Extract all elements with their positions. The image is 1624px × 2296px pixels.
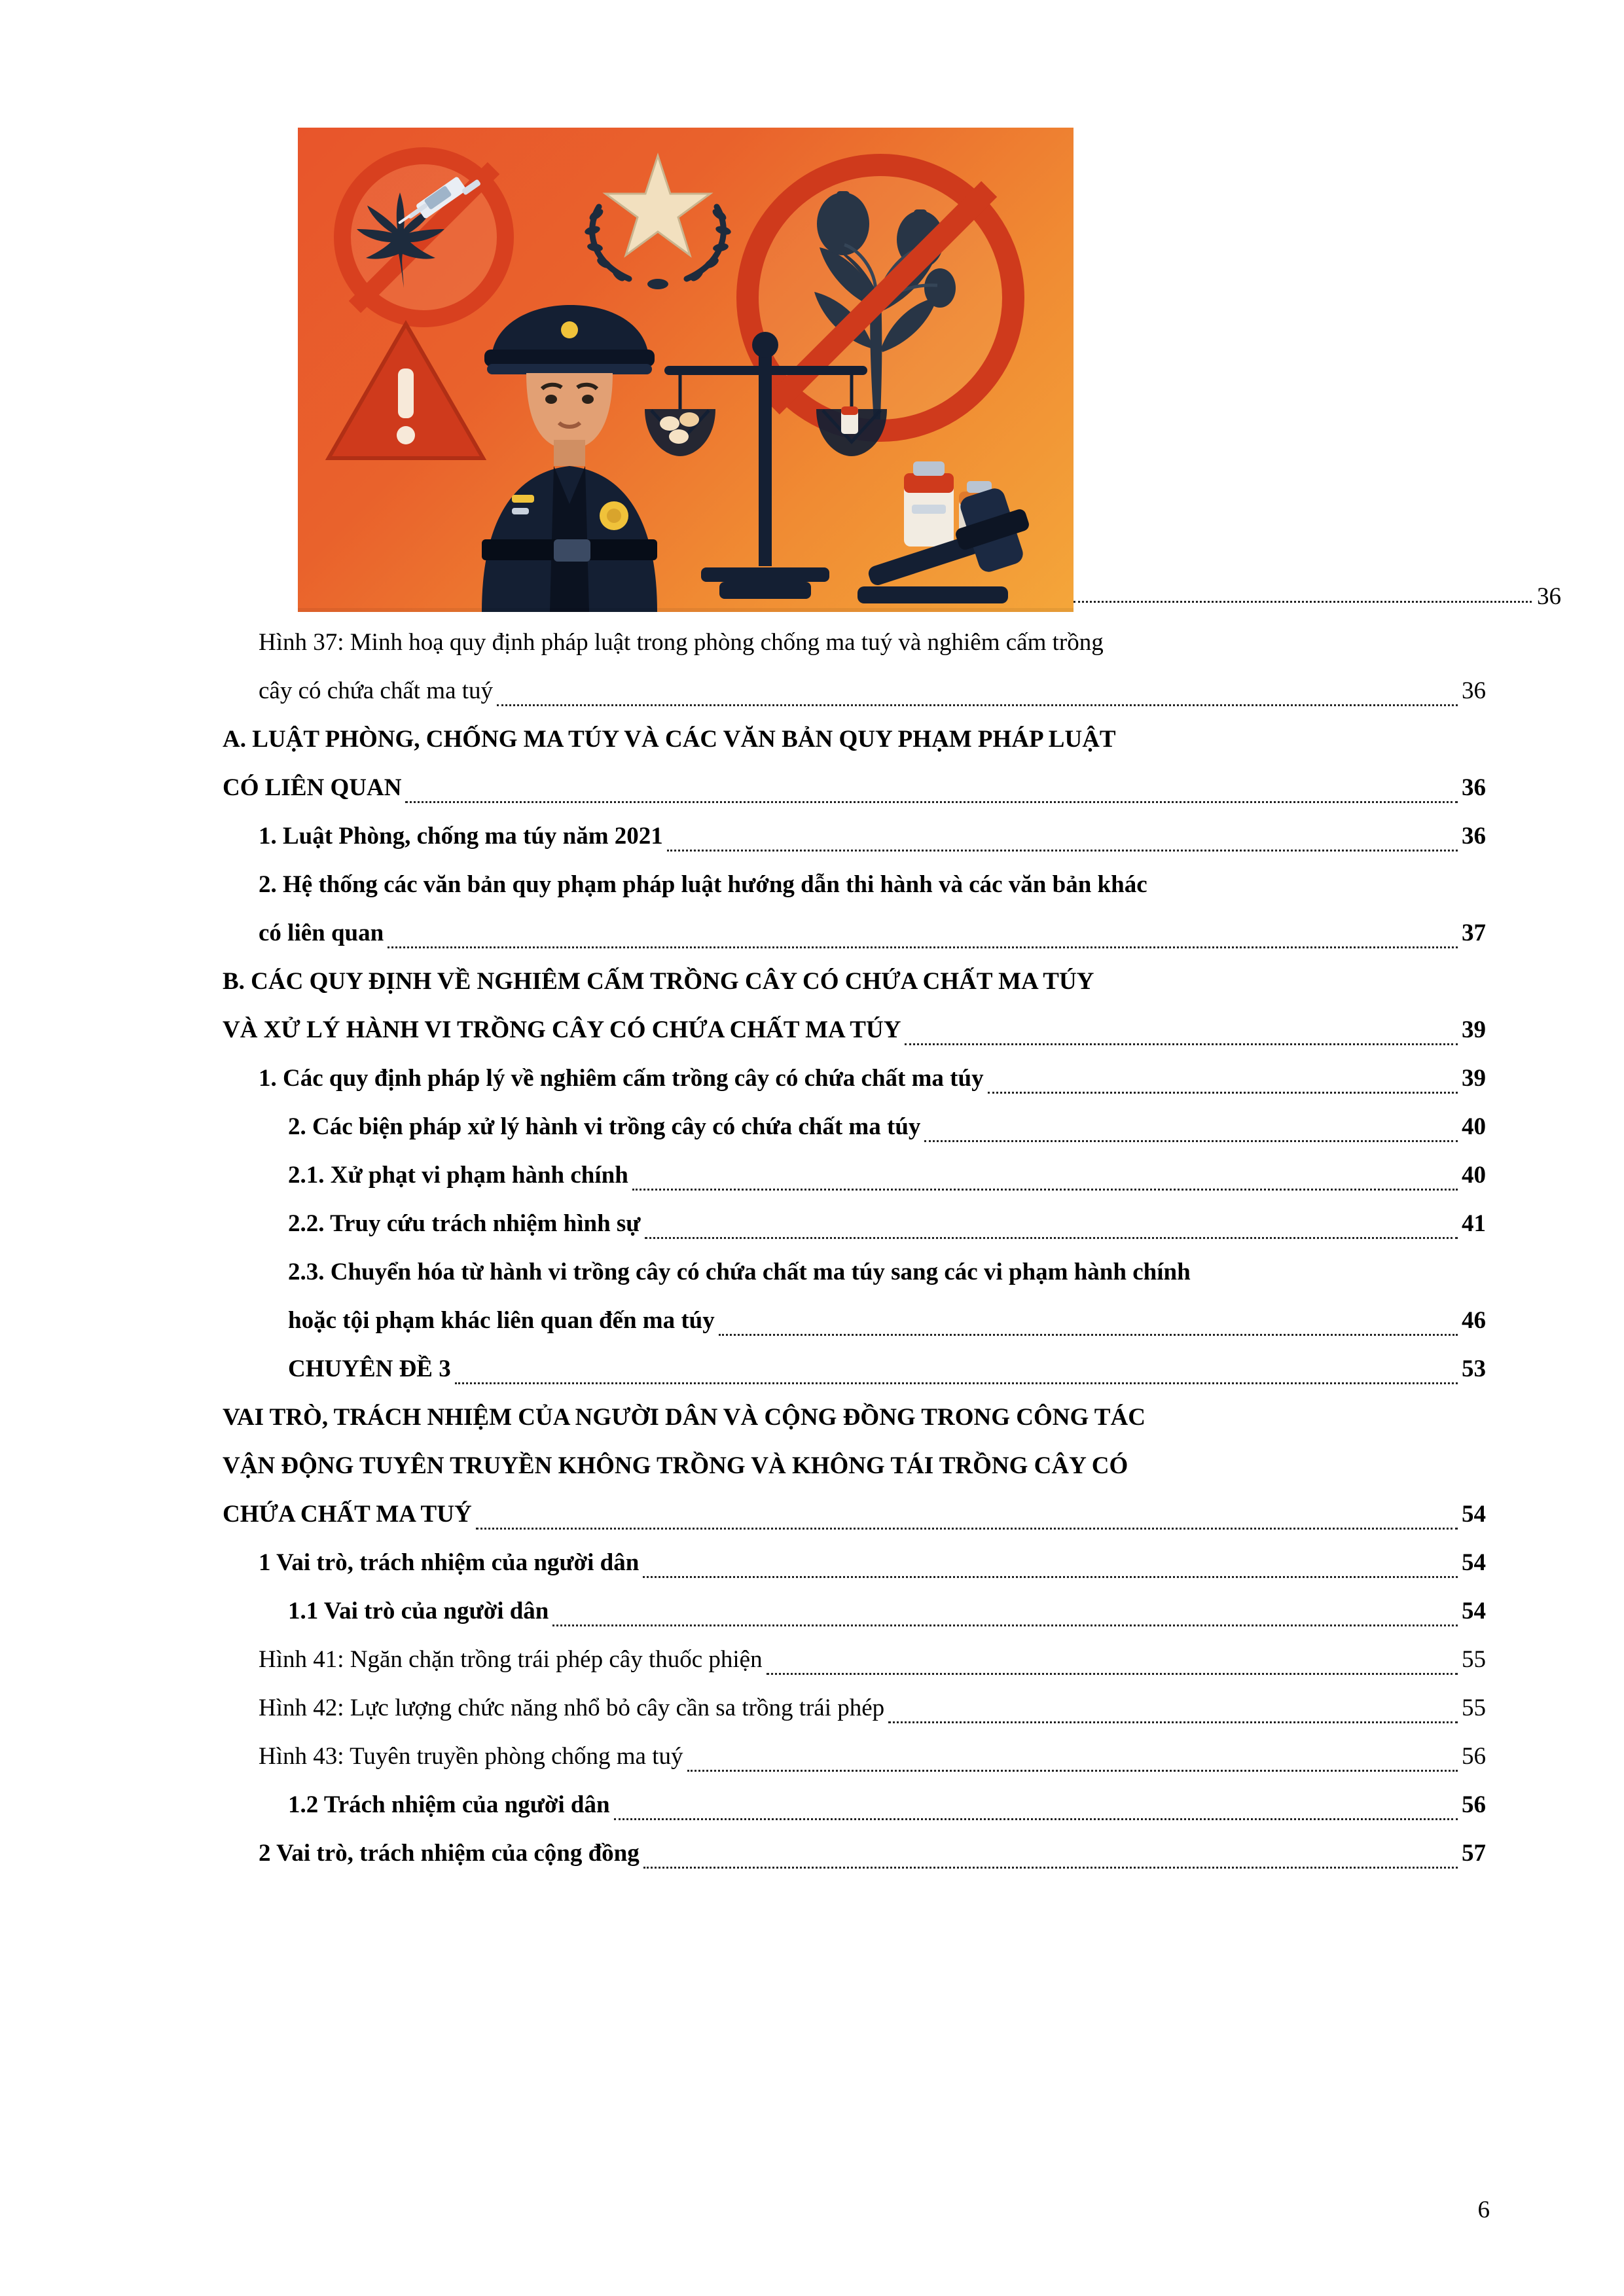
toc-list <box>223 619 1486 1878</box>
gavel-icon <box>857 471 1047 612</box>
toc-item-1[interactable] <box>223 812 1486 861</box>
leader-dots <box>667 849 1458 852</box>
figure-illustration-drug-law <box>298 128 1074 612</box>
toc-item-10-page: 54 <box>1462 1501 1486 1528</box>
leader-dots <box>455 1382 1458 1384</box>
leader-dots <box>643 1575 1458 1578</box>
leader-dots <box>719 1333 1458 1336</box>
leader-dots <box>1074 600 1532 603</box>
leader-dots <box>888 1721 1458 1723</box>
toc-item-0-line-2: CÓ LIÊN QUAN <box>223 774 402 801</box>
toc-item-6-page: 40 <box>1462 1162 1486 1189</box>
leader-dots <box>614 1818 1458 1820</box>
figure-block <box>298 128 1561 612</box>
leader-dots <box>687 1769 1458 1772</box>
toc-item-4[interactable] <box>223 1054 1486 1103</box>
toc-item-13-page: 55 <box>1462 1646 1486 1673</box>
toc-item-8-line-2: hoặc tội phạm khác liên quan đến ma túy <box>288 1307 715 1334</box>
toc-item-0-line-1: A. LUẬT PHÒNG, CHỐNG MA TÚY VÀ CÁC VĂN BẢN QUY PHẠM PHÁP LUẬT <box>223 726 1116 753</box>
toc-item-6-label: 2.1. Xử phạt vi phạm hành chính <box>288 1162 628 1189</box>
toc-item-11-page: 54 <box>1462 1549 1486 1576</box>
toc-item-3-line-2: VÀ XỬ LÝ HÀNH VI TRỒNG CÂY CÓ CHỨA CHẤT MA TÚY <box>223 1016 901 1043</box>
toc-item-11-label: 1 Vai trò, trách nhiệm của người dân <box>259 1549 640 1576</box>
toc-item-7-label: 2.2. Truy cứu trách nhiệm hình sự <box>288 1210 641 1237</box>
toc-item-8-line-1: 2.3. Chuyển hóa từ hành vi trồng cây có chứa chất ma túy sang các vi phạm hành chính <box>288 1259 1191 1285</box>
toc-item-10[interactable] <box>223 1490 1486 1539</box>
toc-item-12[interactable] <box>223 1587 1486 1636</box>
toc-item-8-page: 46 <box>1462 1307 1486 1334</box>
toc-item-2-line-1: 2. Hệ thống các văn bản quy phạm pháp luật hướng dẫn thi hành và các văn bản khác <box>259 871 1147 898</box>
page-content <box>223 128 1561 1878</box>
toc-item-5-page: 40 <box>1462 1113 1486 1140</box>
figure-caption-entry[interactable] <box>223 667 1486 715</box>
toc-item-0-page: 36 <box>1462 774 1486 801</box>
leader-dots <box>905 1043 1458 1045</box>
toc-item-5-label: 2. Các biện pháp xử lý hành vi trồng cây có chứa chất ma túy <box>288 1113 921 1140</box>
toc-item-2[interactable] <box>223 909 1486 958</box>
toc-item-12-label: 1.1 Vai trò của người dân <box>288 1598 549 1624</box>
toc-item-12-page: 54 <box>1462 1598 1486 1624</box>
toc-item-8[interactable] <box>223 1297 1486 1345</box>
figure-edge <box>298 608 1074 612</box>
toc-item-3[interactable] <box>223 1006 1486 1054</box>
toc-item-6[interactable] <box>223 1151 1486 1200</box>
leader-dots <box>767 1672 1458 1675</box>
toc-item-2-page: 37 <box>1462 920 1486 946</box>
toc-item-9[interactable] <box>223 1345 1486 1393</box>
toc-item-10-line-3: CHỨA CHẤT MA TUÝ <box>223 1501 472 1528</box>
leader-dots <box>476 1527 1458 1530</box>
toc-item-11[interactable] <box>223 1539 1486 1587</box>
leader-dots <box>388 946 1458 948</box>
toc-item-14-label: Hình 42: Lực lượng chức năng nhổ bỏ cây cần sa trồng trái phép <box>259 1695 885 1721</box>
toc-item-16-label: 1.2 Trách nhiệm của người dân <box>288 1791 610 1818</box>
toc-item-10-line-2: VẬN ĐỘNG TUYÊN TRUYỀN KHÔNG TRỒNG VÀ KHÔNG TÁI TRỒNG CÂY CÓ <box>223 1452 1128 1479</box>
syringe-icon <box>396 160 501 239</box>
figure-image-leader <box>1074 583 1561 611</box>
toc-item-2-line-2: có liên quan <box>259 920 384 946</box>
figure-caption-line-2: cây có chứa chất ma tuý <box>259 677 494 704</box>
toc-item-1-label: 1. Luật Phòng, chống ma túy năm 2021 <box>259 823 663 850</box>
toc-item-1-page: 36 <box>1462 823 1486 850</box>
scales-of-justice-icon <box>638 311 893 612</box>
toc-item-9-label: CHUYÊN ĐỀ 3 <box>288 1355 451 1382</box>
toc-item-5[interactable] <box>223 1103 1486 1151</box>
toc-item-13[interactable] <box>223 1636 1486 1684</box>
figure-caption-line-1: Hình 37: Minh hoạ quy định pháp luật trong phòng chống ma tuý và nghiêm cấm trồng <box>259 629 1104 656</box>
page-number: 6 <box>1477 2197 1490 2223</box>
leader-dots <box>497 704 1458 706</box>
toc-item-10-line-1: VAI TRÒ, TRÁCH NHIỆM CỦA NGƯỜI DÂN VÀ CỘNG ĐỒNG TRONG CÔNG TÁC <box>223 1404 1146 1431</box>
toc-item-4-page: 39 <box>1462 1065 1486 1092</box>
toc-item-14-page: 55 <box>1462 1695 1486 1721</box>
toc-item-3-line-1: B. CÁC QUY ĐỊNH VỀ NGHIÊM CẤM TRỒNG CÂY CÓ CHỨA CHẤT MA TÚY <box>223 968 1094 995</box>
toc-item-17-page: 57 <box>1462 1840 1486 1867</box>
leader-dots <box>645 1236 1458 1239</box>
toc-item-7[interactable] <box>223 1200 1486 1248</box>
leader-dots <box>405 800 1458 803</box>
toc-item-15[interactable] <box>223 1732 1486 1781</box>
toc-item-15-label: Hình 43: Tuyên truyền phòng chống ma tuý <box>259 1743 683 1770</box>
toc-item-4-label: 1. Các quy định pháp lý về nghiêm cấm trồng cây có chứa chất ma túy <box>259 1065 984 1092</box>
leader-dots <box>924 1139 1458 1142</box>
leader-dots <box>988 1091 1458 1094</box>
toc-item-13-label: Hình 41: Ngăn chặn trồng trái phép cây thuốc phiện <box>259 1646 763 1673</box>
toc-item-17[interactable] <box>223 1829 1486 1878</box>
toc-item-16-page: 56 <box>1462 1791 1486 1818</box>
figure-caption-page: 36 <box>1462 677 1486 704</box>
toc-item-14[interactable] <box>223 1684 1486 1732</box>
toc-item-15-page: 56 <box>1462 1743 1486 1770</box>
toc-item-17-label: 2 Vai trò, trách nhiệm của cộng đồng <box>259 1840 640 1867</box>
figure-image-page: 36 <box>1537 583 1561 610</box>
toc-item-7-page: 41 <box>1462 1210 1486 1237</box>
toc-item-0[interactable] <box>223 764 1486 812</box>
leader-dots <box>552 1624 1458 1626</box>
leader-dots <box>632 1188 1458 1191</box>
toc-item-9-page: 53 <box>1462 1355 1486 1382</box>
toc-item-16[interactable] <box>223 1781 1486 1829</box>
leader-dots <box>643 1866 1458 1869</box>
toc-item-3-page: 39 <box>1462 1016 1486 1043</box>
